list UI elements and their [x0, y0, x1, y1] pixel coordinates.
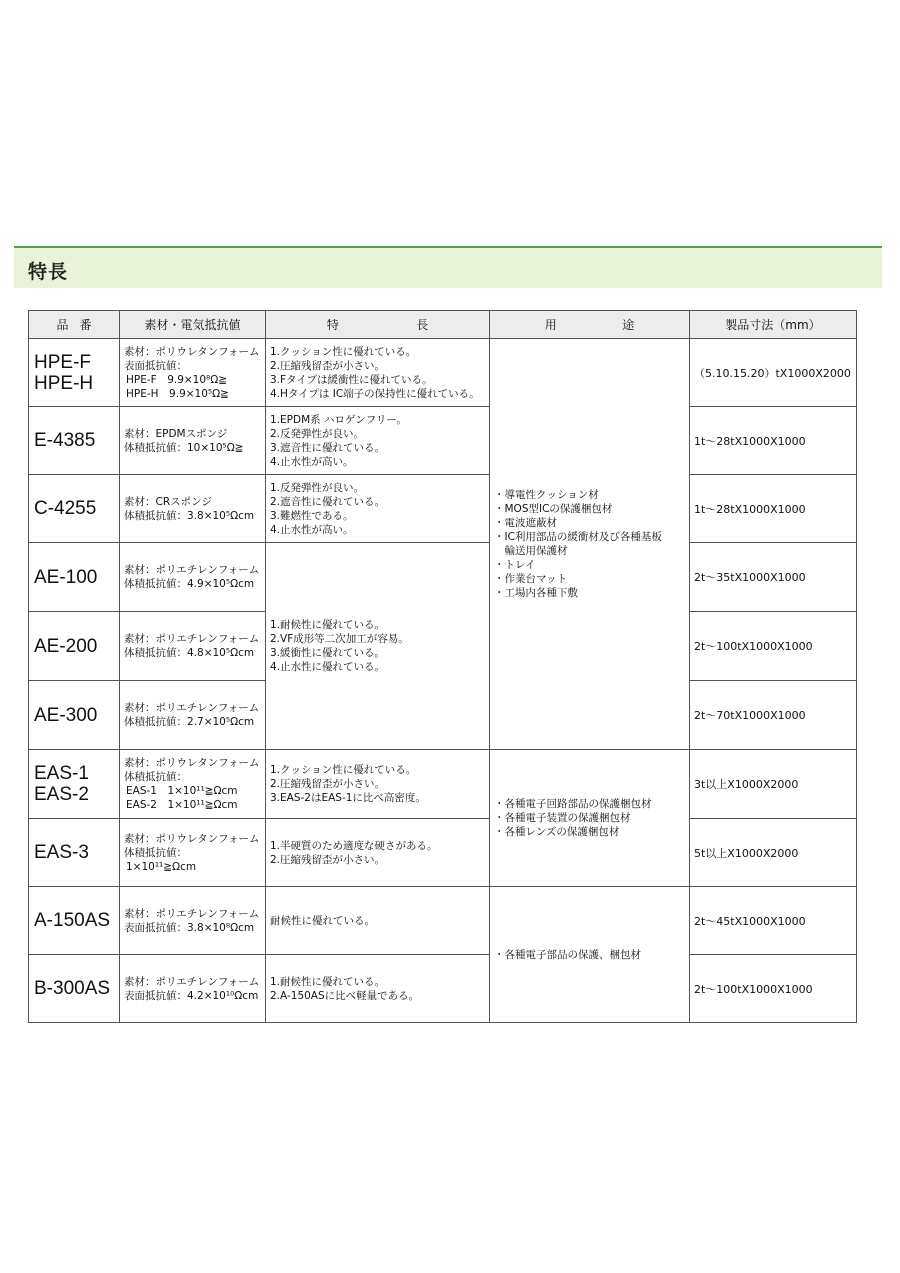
table-row	[29, 407, 857, 475]
size-cell: 2t～70tX1000X1000	[690, 681, 857, 750]
product-name: HPE-F HPE-H	[29, 339, 120, 407]
features-cell: 耐候性に優れている。	[266, 887, 490, 955]
size-cell: 2t～100tX1000X1000	[690, 612, 857, 681]
features-cell: 1.クッション性に優れている。 2.圧縮残留歪が小さい。 3.EAS-2はEAS-1に比べ高密度。	[266, 750, 490, 819]
material-cell: 素材：EPDMスポンジ 体積抵抗値：10×10⁵Ω≧	[120, 407, 266, 475]
features-cell: 1.耐候性に優れている。 2.A-150ASに比べ軽量である。	[266, 955, 490, 1023]
table-row	[29, 819, 857, 887]
material-cell: 素材：ポリエチレンフォーム 体積抵抗値：4.9×10⁵Ωcm	[120, 543, 266, 612]
section-title: 特長	[28, 261, 69, 283]
table-header-row	[29, 311, 857, 339]
size-cell: 2t～35tX1000X1000	[690, 543, 857, 612]
product-name: E-4385	[29, 407, 120, 475]
size-cell: 2t～100tX1000X1000	[690, 955, 857, 1023]
header-uses: 用 途	[490, 311, 690, 339]
table-row	[29, 475, 857, 543]
section-header	[14, 246, 882, 288]
table-row	[29, 339, 857, 407]
table-row	[29, 750, 857, 819]
material-cell: 素材：CRスポンジ 体積抵抗値：3.8×10⁵Ωcm	[120, 475, 266, 543]
table-row	[29, 543, 857, 612]
features-cell: 1.耐候性に優れている。 2.VF成形等二次加工が容易。 3.緩衝性に優れている。 4.止水性に優れている。	[266, 543, 490, 750]
size-cell: 5t以上X1000X2000	[690, 819, 857, 887]
product-name: C-4255	[29, 475, 120, 543]
header-product: 品 番	[29, 311, 120, 339]
product-name: B-300AS	[29, 955, 120, 1023]
material-cell: 素材：ポリエチレンフォーム 体積抵抗値：4.8×10⁵Ωcm	[120, 612, 266, 681]
table-row	[29, 887, 857, 955]
header-material: 素材・電気抵抗値	[120, 311, 266, 339]
header-size: 製品寸法（mm）	[690, 311, 857, 339]
uses-cell: ・導電性クッション材 ・MOS型ICの保護梱包材 ・電波遮蔽材 ・IC利用部品の緩衝材及び各種基板 輸送用保護材 ・トレイ ・作業台マット ・工場内各種下敷	[490, 339, 690, 750]
product-spec-table	[28, 310, 857, 1023]
product-name: EAS-3	[29, 819, 120, 887]
size-cell: 3t以上X1000X2000	[690, 750, 857, 819]
material-cell: 素材：ポリエチレンフォーム 体積抵抗値：2.7×10⁵Ωcm	[120, 681, 266, 750]
material-cell: 素材：ポリエチレンフォーム 表面抵抗値：3.8×10⁸Ωcm	[120, 887, 266, 955]
product-name: AE-200	[29, 612, 120, 681]
features-cell: 1.クッション性に優れている。 2.圧縮残留歪が小さい。 3.Fタイプは緩衝性に優れている。 4.Hタイプは IC端子の保持性に優れている。	[266, 339, 490, 407]
product-name: AE-300	[29, 681, 120, 750]
header-features: 特 長	[266, 311, 490, 339]
product-name: EAS-1 EAS-2	[29, 750, 120, 819]
size-cell: （5.10.15.20）tX1000X2000	[690, 339, 857, 407]
material-cell: 素材：ポリウレタンフォーム 体積抵抗値： EAS-1 1×10¹¹≧Ωcm EAS-2 1×10¹¹≧Ωcm	[120, 750, 266, 819]
product-name: AE-100	[29, 543, 120, 612]
uses-cell: ・各種電子回路部品の保護梱包材 ・各種電子装置の保護梱包材 ・各種レンズの保護梱包材	[490, 750, 690, 887]
material-cell: 素材：ポリエチレンフォーム 表面抵抗値：4.2×10¹⁰Ωcm	[120, 955, 266, 1023]
uses-cell: ・各種電子部品の保護、梱包材	[490, 887, 690, 1023]
features-cell: 1.反発弾性が良い。 2.遮音性に優れている。 3.難燃性である。 4.止水性が高い。	[266, 475, 490, 543]
material-cell: 素材：ポリウレタンフォーム 体積抵抗値： 1×10¹¹≧Ωcm	[120, 819, 266, 887]
product-name: A-150AS	[29, 887, 120, 955]
material-cell: 素材：ポリウレタンフォーム 表面抵抗値： HPE-F 9.9×10⁸Ω≧ HPE-H 9.9×10⁵Ω≧	[120, 339, 266, 407]
size-cell: 1t～28tX1000X1000	[690, 407, 857, 475]
features-cell: 1.EPDM系 ハロゲンフリー。 2.反発弾性が良い。 3.遮音性に優れている。 4.止水性が高い。	[266, 407, 490, 475]
size-cell: 1t～28tX1000X1000	[690, 475, 857, 543]
table-row	[29, 955, 857, 1023]
features-cell: 1.半硬質のため適度な硬さがある。 2.圧縮残留歪が小さい。	[266, 819, 490, 887]
size-cell: 2t～45tX1000X1000	[690, 887, 857, 955]
